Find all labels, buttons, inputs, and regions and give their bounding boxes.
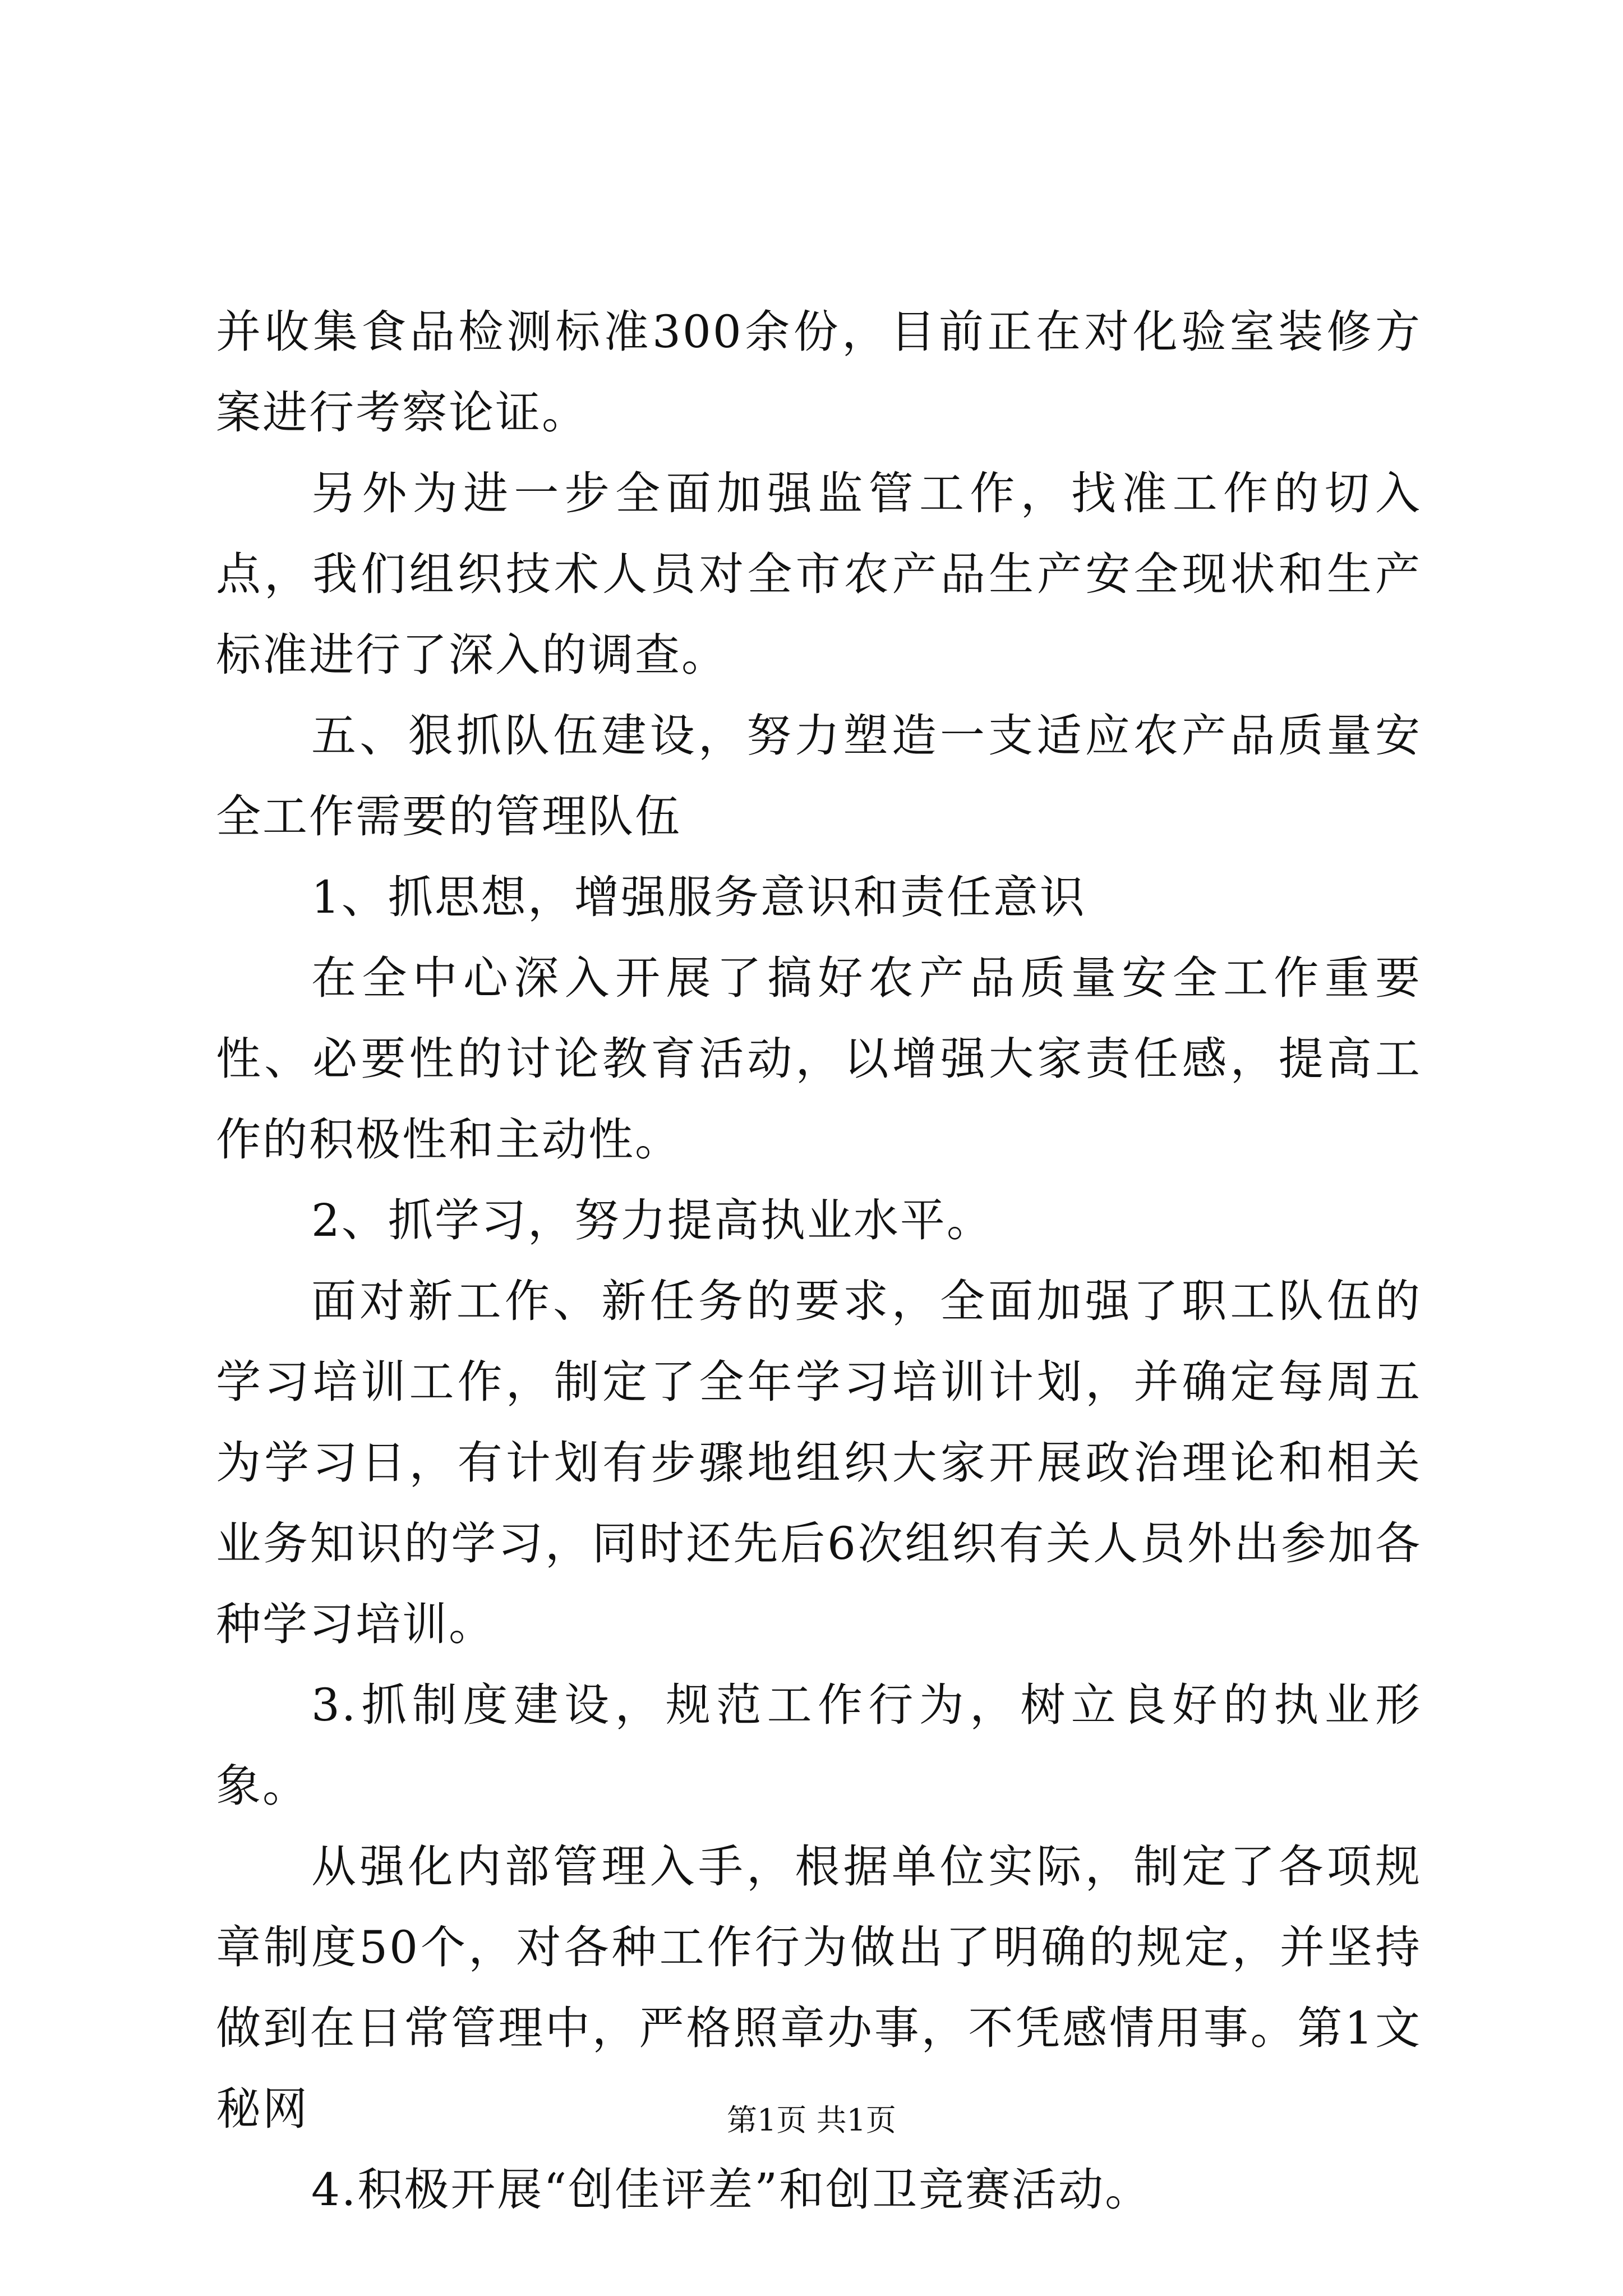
paragraph: 在全中心深入开展了搞好农产品质量安全工作重要性、必要性的讨论教育活动，以增强大家责任感，提高工作的积极性和主动性。 bbox=[216, 952, 1422, 1166]
paragraph: 并收集食品检测标准300余份，目前正在对化验室装修方案进行考察论证。 bbox=[216, 306, 1422, 439]
subsection-heading: 1、抓思想，增强服务意识和责任意识 bbox=[311, 871, 1086, 923]
document-body bbox=[216, 292, 1422, 2230]
subsection-heading: 3.抓制度建设，规范工作行为，树立良好的执业形象。 bbox=[216, 1679, 1422, 1812]
section-heading: 五、狠抓队伍建设，努力塑造一支适应农产品质量安全工作需要的管理队伍 bbox=[216, 710, 1422, 843]
page-number-footer: 第1页 共1页 bbox=[727, 2102, 896, 2138]
paragraph: 另外为进一步全面加强监管工作，找准工作的切入点，我们组织技术人员对全市农产品生产安全现状和生产标准进行了深入的调查。 bbox=[216, 467, 1422, 681]
subsection-heading: 4.积极开展“创佳评差”和创卫竞赛活动。 bbox=[311, 2164, 1152, 2216]
paragraph: 从强化内部管理入手，根据单位实际，制定了各项规章制度50个，对各种工作行为做出了明确的规定，并坚持做到在日常管理中，严格照章办事，不凭感情用事。第1文秘网 bbox=[216, 1841, 1422, 2135]
subsection-heading: 2、抓学习，努力提高执业水平。 bbox=[311, 1194, 993, 1246]
paragraph: 面对新工作、新任务的要求，全面加强了职工队伍的学习培训工作，制定了全年学习培训计划，并确定每周五为学习日，有计划有步骤地组织大家开展政治理论和相关业务知识的学习，同时还先后6次组织有关人员外出参加各种学习培训。 bbox=[216, 1275, 1422, 1650]
